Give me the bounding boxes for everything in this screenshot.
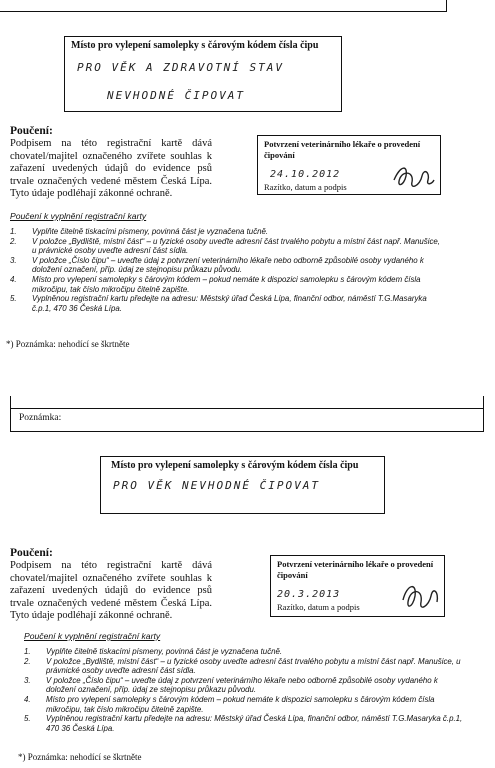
guide-title: Poučení k vyplnění registrační karty — [24, 631, 161, 641]
sticker-box — [100, 456, 385, 514]
guide-item — [10, 275, 442, 294]
guide-item-text: Vyplňte čitelně tiskacími písmeny, povinná část je vyznačena tučně. — [46, 647, 283, 656]
guide-item-number: 3. — [10, 255, 17, 265]
guide-item-text: V položce „Číslo čipu“ – uveďte údaj z potvrzení veterinárního lékaře nebo odborně způsobilé osoby vydaného k doložení označení, příp. údaj ze stejnopisu průkazu původu. — [46, 675, 438, 695]
handwritten-note-line-1: PRO VĚK NEVHODNÉ ČIPOVAT — [113, 479, 320, 492]
guide-item-text: Místo pro vylepení samolepky s čárovým kódem – pokud nemáte k dispozici samolepku s čárovým kódem čísla mikročipu, tak číslo mikročipu čitelně zapište. — [46, 694, 435, 714]
vet-stamp-label: Razítko, datum a podpis — [264, 182, 347, 192]
handwritten-note-line-1: PRO VĚK A ZDRAVOTNÍ STAV — [77, 61, 284, 74]
footnote: *) Poznámka: nehodící se škrtněte — [18, 752, 142, 762]
guide-item-text: Vyplňte čitelně tiskacími písmeny, povinná část je vyznačena tučně. — [32, 227, 269, 236]
guide-item-number: 5. — [10, 294, 17, 304]
guide-item-number: 2. — [24, 656, 31, 666]
sticker-box-title: Místo pro vylepení samolepky s čárovým kódem čísla čipu — [111, 460, 359, 471]
guide-item-text: V položce „Bydliště, místní část“ – u fyzické osoby uveďte adresní část trvalého pobytu a místní část např. Manušice, u právnické osoby uveďte adresní část sídla. — [32, 236, 440, 256]
guide-item-number: 1. — [24, 647, 31, 656]
guide-item-text: V položce „Bydliště, místní část“ – u fyzické osoby uveďte adresní část trvalého pobytu a místní část např. Manušice, u právnické osoby uveďte adresní část sídla. — [46, 656, 461, 676]
guide-item — [24, 657, 464, 676]
vet-signature — [397, 578, 443, 614]
guide-item-text: Vyplněnou registrační kartu předejte na adresu: Městský úřad Česká Lípa, finanční odbor, náměstí T.G.Masaryka č.p.1, 470 36 Česká Lípa. — [46, 714, 463, 733]
vet-date-handwritten: 20.3.2013 — [277, 589, 341, 600]
guide-item-text: Vyplněnou registrační kartu předejte na adresu: Městský úřad Česká Lípa, finanční odbor, náměstí T.G.Masaryka č.p.1, 470 36 Česká Lípa. — [32, 294, 427, 313]
instruction-text: Podpisem na této registrační kartě dává chovatel/majitel označeného zvířete souhlas k zařazení uvedených údajů do evidence psů trvale označených vedené městem Česká Lípa. Tyto údaje podléhají zákonné ochraně. — [10, 138, 212, 200]
vet-confirmation-box — [270, 555, 445, 617]
note-divider — [11, 408, 483, 409]
vet-stamp-label: Razítko, datum a podpis — [277, 602, 360, 612]
bottom-note-box — [10, 396, 484, 432]
guide-item — [10, 227, 442, 237]
handwritten-note-line-2: NEVHODNÉ ČIPOVAT — [107, 89, 245, 102]
guide-item-number: 4. — [24, 694, 31, 704]
vet-box-title: Potvrzení veterinárního lékaře o provedení čipování — [277, 559, 434, 580]
guide-title: Poučení k vyplnění registrační karty — [10, 211, 147, 221]
guide-item — [24, 714, 464, 733]
guide-item — [10, 294, 442, 313]
guide-item-number: 2. — [10, 236, 17, 246]
note-label: Poznámka: — [19, 413, 62, 423]
instruction-heading: Poučení: — [10, 547, 53, 559]
instruction-heading: Poučení: — [10, 125, 53, 137]
vet-box-title: Potvrzení veterinárního lékaře o provedení čipování — [264, 139, 421, 160]
guide-item — [24, 647, 464, 657]
guide-item-text: V položce „Číslo čipu“ – uveďte údaj z potvrzení veterinárního lékaře nebo odborně způsobilé osoby vydaného k doložení označení, příp. údaj ze stejnopisu průkazu původu. — [32, 255, 424, 275]
vet-confirmation-box — [257, 135, 441, 195]
vet-signature — [390, 162, 436, 192]
guide-item — [10, 237, 442, 256]
guide-item-number: 1. — [10, 227, 17, 236]
bottom-document — [0, 384, 495, 768]
sticker-box — [64, 36, 342, 112]
guide-list — [24, 647, 464, 733]
sticker-box-title: Místo pro vylepení samolepky s čárovým kódem čísla čipu — [71, 40, 319, 51]
guide-item-number: 5. — [24, 714, 31, 724]
guide-list — [10, 227, 442, 313]
guide-item-text: Místo pro vylepení samolepky s čárovým kódem – pokud nemáte k dispozici samolepku s čárovým kódem čísla mikročipu, tak číslo mikročipu čitelně zapište. — [32, 274, 421, 294]
guide-item-number: 4. — [10, 274, 17, 284]
instruction-text: Podpisem na této registrační kartě dává chovatel/majitel označeného zvířete souhlas k zařazení uvedených údajů do evidence psů trvale označených vedené městem Česká Lípa. Tyto údaje podléhají zákonné ochraně. — [10, 560, 212, 622]
vet-date-handwritten: 24.10.2012 — [270, 169, 341, 180]
guide-item — [24, 695, 464, 714]
guide-item — [10, 256, 442, 275]
guide-item — [24, 676, 464, 695]
footnote: *) Poznámka: nehodící se škrtněte — [6, 339, 130, 349]
guide-item-number: 3. — [24, 675, 31, 685]
top-note-box — [0, 0, 447, 12]
